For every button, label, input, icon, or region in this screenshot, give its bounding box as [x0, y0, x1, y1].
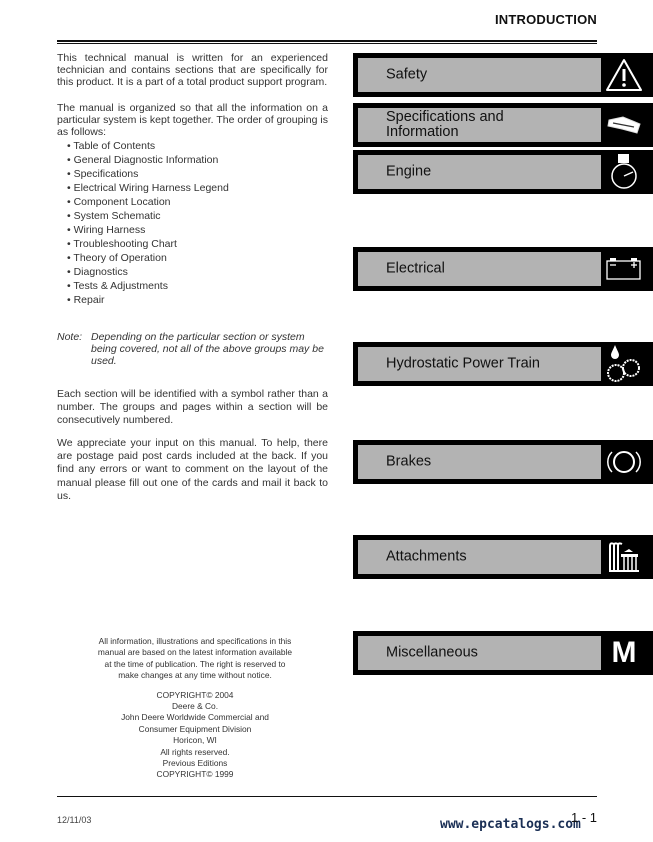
section-tab-label: Specifications and Information: [386, 109, 504, 140]
section-tab-attachments[interactable]: [353, 535, 653, 579]
note-text: Depending on the particular section or system being covered, not all of the above groups may be used.: [91, 331, 324, 367]
copyright-line: Horicon, WI: [173, 735, 217, 746]
section-tab-label: Brakes: [386, 453, 432, 470]
copyright-line: Previous Editions: [162, 758, 228, 769]
list-item: • Repair: [67, 293, 328, 307]
list-item: • Electrical Wiring Harness Legend: [67, 181, 328, 195]
brake-disc-icon: [603, 440, 645, 484]
battery-icon: [603, 247, 645, 291]
copyright-line: All rights reserved.: [160, 746, 230, 757]
list-item: • Theory of Operation: [67, 251, 328, 265]
section-tab-brakes[interactable]: [353, 440, 653, 484]
footer-divider: [57, 796, 597, 797]
list-item: • System Schematic: [67, 209, 328, 223]
section-tab-hydrostatic[interactable]: [353, 342, 653, 386]
disclaimer-text: All information, illustrations and specifications in this manual are based on the latest information available at the time of publication. The right is reserved to make changes at any time without notice.: [97, 636, 293, 681]
list-item: • General Diagnostic Information: [67, 153, 328, 167]
section-tab-label: Miscellaneous: [386, 644, 478, 661]
list-item: • Wiring Harness: [67, 223, 328, 237]
intro-paragraph-2: The manual is organized so that all the information on a particular system is kept together. The order of grouping is as follows:: [57, 101, 328, 139]
section-tab-label: Attachments: [386, 548, 467, 565]
watermark-link[interactable]: www.epcatalogs.com: [440, 817, 581, 832]
grouping-list: [57, 139, 328, 307]
disclaimer-block: [95, 636, 295, 781]
section-tab-engine[interactable]: [353, 150, 653, 194]
list-item: • Specifications: [67, 167, 328, 181]
open-book-icon: [603, 103, 645, 147]
section-tab-label: Safety: [386, 66, 428, 83]
intro-paragraph-4: We appreciate your input on this manual. To help, there are postage paid post cards included at the back. If you find any errors or want to comment on the layout of the manual please fill out one of the cards and mail it back to us.: [57, 437, 328, 502]
note-label: Note:: [57, 331, 83, 343]
section-tab-safety[interactable]: [353, 53, 653, 97]
section-title: INTRODUCTION: [494, 12, 597, 27]
intro-paragraph-1: This technical manual is written for an experienced technician and contains sections that are specifically for this product. It is a part of a total product support program.: [57, 52, 328, 89]
copyright-line: Deere & Co.: [171, 701, 219, 712]
section-tab-specifications[interactable]: [353, 103, 653, 147]
list-item: • Component Location: [67, 195, 328, 209]
intro-column: [57, 52, 328, 307]
page-number: 1 - 1: [571, 810, 598, 825]
footer-date: 12/11/03: [57, 815, 92, 825]
section-tab-miscellaneous[interactable]: [353, 631, 653, 675]
list-item: • Tests & Adjustments: [67, 279, 328, 293]
attachment-rake-icon: [603, 535, 645, 579]
copyright-block: [95, 690, 295, 781]
warning-triangle-icon: [603, 53, 645, 97]
list-item: • Diagnostics: [67, 265, 328, 279]
engine-gauge-icon: [603, 150, 645, 194]
copyright-line: COPYRIGHT© 2004: [156, 689, 234, 700]
list-item: • Table of Contents: [67, 139, 328, 153]
copyright-line: John Deere Worldwide Commercial and: [121, 712, 269, 723]
intro-paragraph-3: Each section will be identified with a symbol rather than a number. The groups and pages within a section will be consecutively numbered.: [57, 388, 328, 427]
section-tab-label: Electrical: [386, 260, 445, 277]
note-block: [57, 331, 332, 367]
letter-m-icon: [603, 631, 645, 675]
copyright-line: COPYRIGHT© 1999: [156, 769, 234, 780]
list-item: • Troubleshooting Chart: [67, 237, 328, 251]
section-tab-label: Hydrostatic Power Train: [386, 355, 540, 372]
oil-drop-gears-icon: [603, 342, 645, 386]
header-divider: [57, 40, 597, 44]
section-tab-label: Engine: [386, 163, 432, 180]
section-tab-electrical[interactable]: [353, 247, 653, 291]
letter-m-glyph: M: [611, 636, 637, 669]
copyright-line: Consumer Equipment Division: [138, 723, 252, 734]
